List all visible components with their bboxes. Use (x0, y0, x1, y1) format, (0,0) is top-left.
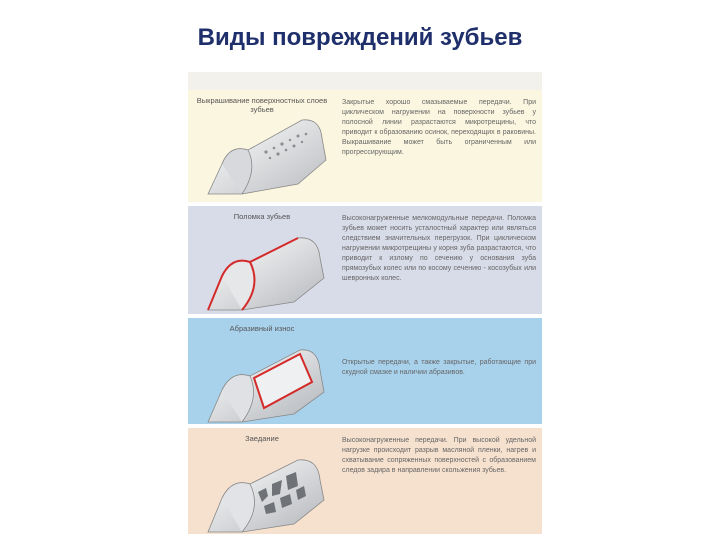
row-label: Абразивный износ (229, 324, 295, 333)
row-abrasive-wear (188, 318, 542, 424)
row-description: Открытые передачи, а также закрытые, работающие при скудной смазке и наличии абразивов. (342, 359, 536, 376)
pitting-tooth-illustration (202, 114, 330, 198)
row-label: Заедание (245, 434, 279, 443)
row-description: Высоконагруженные передачи. При высокой удельной нагрузке происходит разрыв масляной пленки, нагрев и схватывание сопряженных поверхностей с образованием следов задира в направлении скольжения зубьев. (342, 437, 536, 474)
row-description: Высоконагруженные мелкомодульные передачи. Поломка зубьев может носить усталостный характер или являться следствием значительных перегрузок. При циклическом нагружении микротрещины у корня зуба разрастаются, что приводит к излому по сечению у основания зуба прямозубых колес или по косому сечению - косозубых или шевронных колес. (342, 215, 536, 282)
breakage-tooth-illustration (202, 230, 330, 314)
row-pitting (188, 90, 542, 202)
abrasive-wear-tooth-illustration (202, 342, 330, 426)
row-label: Выкрашивание поверхностных слоев зубьев (196, 96, 328, 114)
page-title: Виды повреждений зубьев (197, 24, 523, 51)
row-label: Поломка зубьев (233, 212, 291, 221)
scoring-tooth-illustration (202, 452, 330, 536)
row-breakage (188, 206, 542, 314)
row-description: Закрытые хорошо смазываемые передачи. При циклическом нагружении на поверхности зубьев у полосной линии разрастаются микротрещины, что приводит к образованию осинок, переходящих в раковины. Выкрашивание может быть ограниченным или прогрессирующим. (342, 99, 536, 156)
damage-types-table (188, 72, 542, 534)
row-scoring (188, 428, 542, 534)
